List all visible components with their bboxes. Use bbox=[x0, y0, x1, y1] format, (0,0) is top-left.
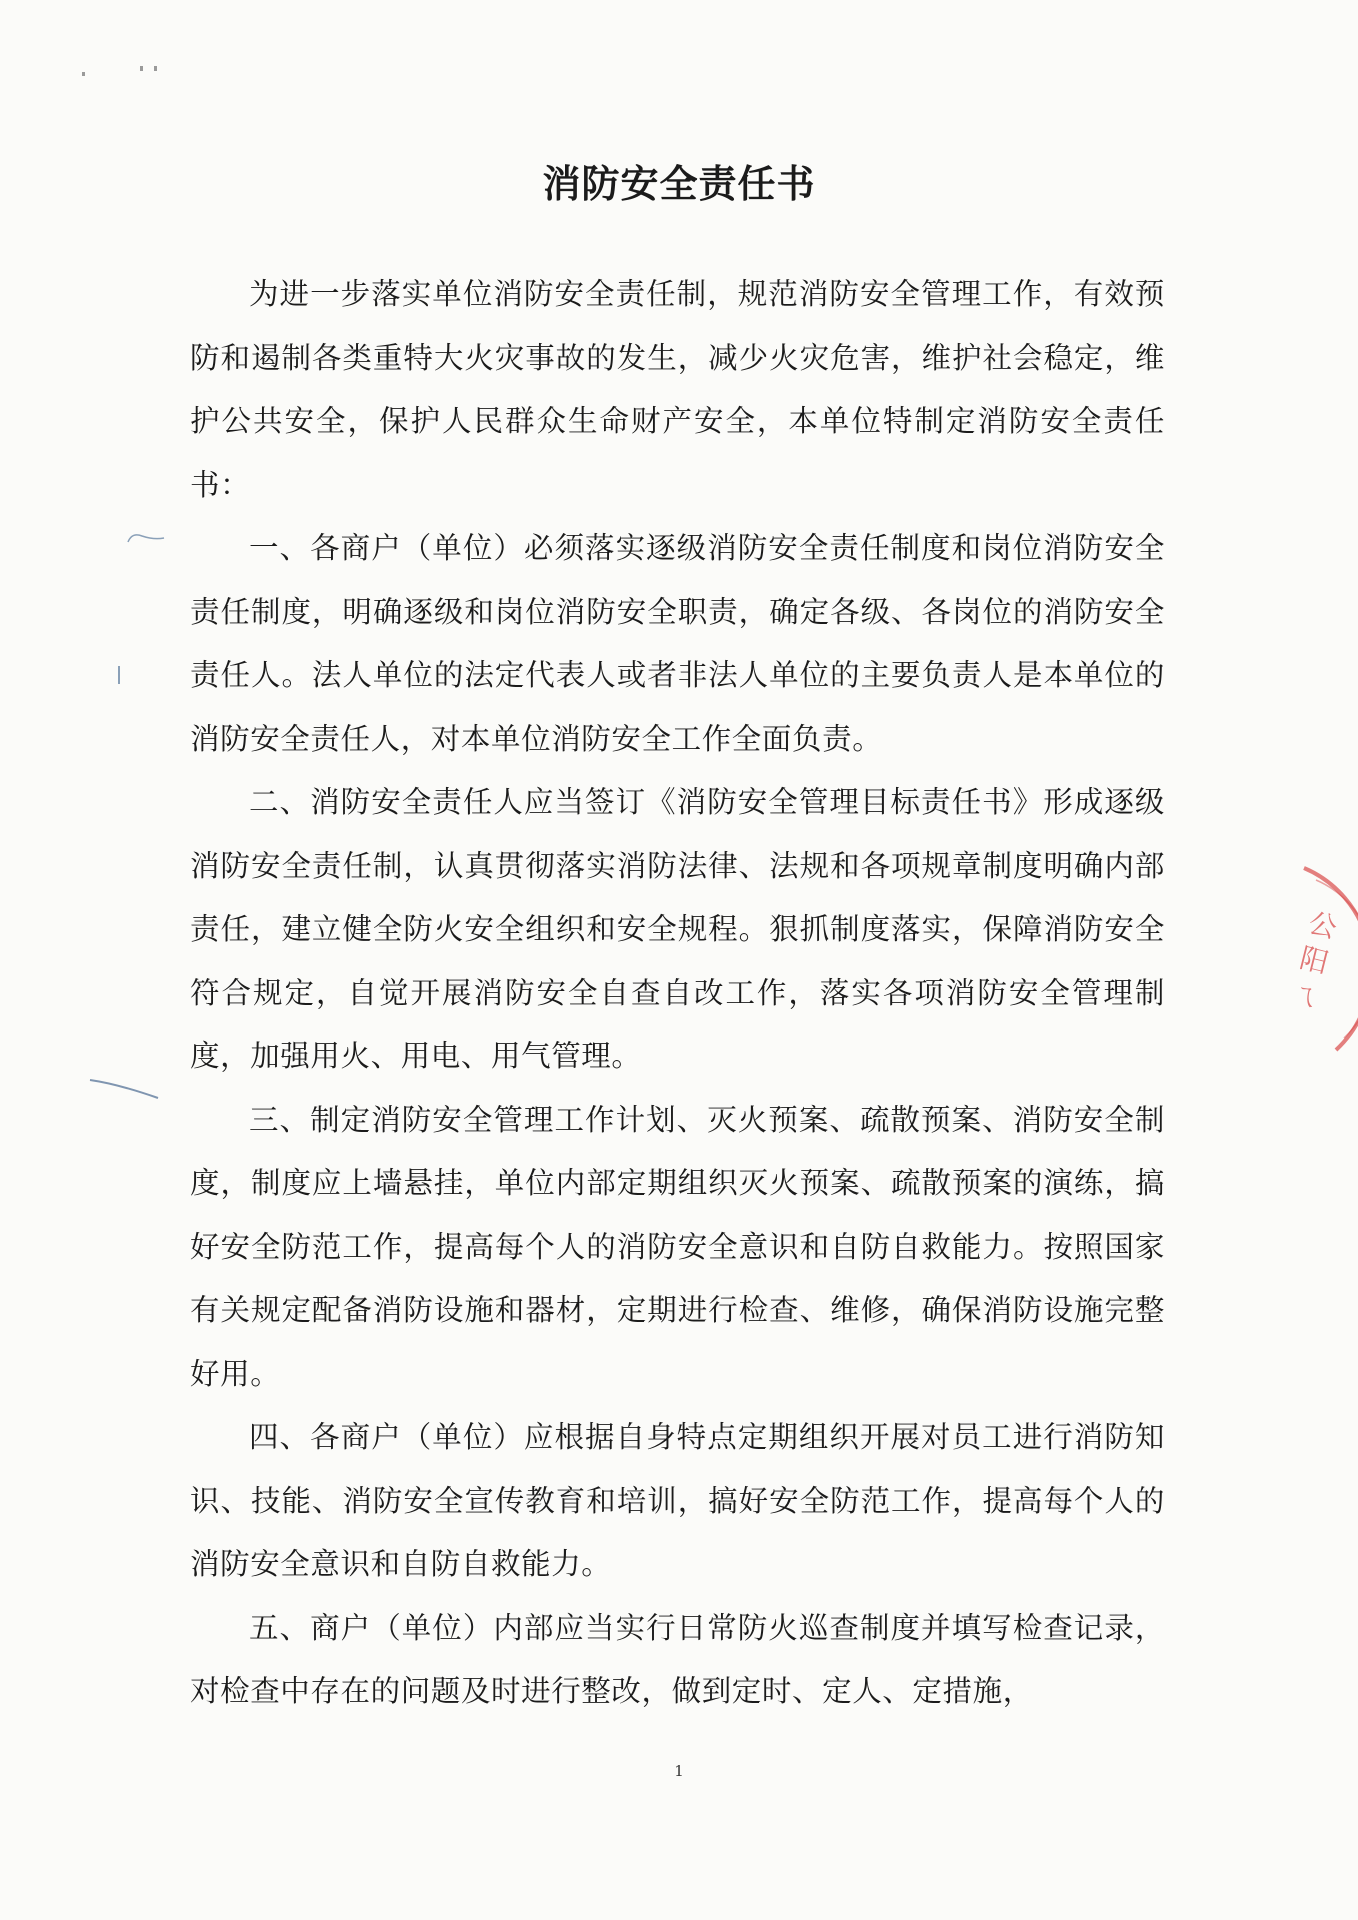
document-body bbox=[190, 263, 1165, 1724]
paragraph-clause-5: 五、商户（单位）内部应当实行日常防火巡查制度并填写检查记录，对检查中存在的问题及时进行整改，做到定时、定人、定措施， bbox=[190, 1610, 1165, 1708]
scan-mark bbox=[154, 66, 157, 71]
page-number: 1 bbox=[674, 1762, 684, 1780]
scan-mark bbox=[120, 528, 170, 548]
paragraph-clause-3: 三、制定消防安全管理工作计划、灭火预案、疏散预案、消防安全制度，制度应上墙悬挂，单位内部定期组织灭火预案、疏散预案的演练，搞好安全防范工作，提高每个人的消防安全意识和自防自救能力。按照国家有关规定配备消防设施和器材，定期进行检查、维修，确保消防设施完整好用。 bbox=[190, 1102, 1165, 1391]
scan-mark bbox=[82, 72, 85, 76]
paragraph-clause-2: 二、消防安全责任人应当签订《消防安全管理目标责任书》形成逐级消防安全责任制，认真贯彻落实消防法律、法规和各项规章制度明确内部责任，建立健全防火安全组织和安全规程。狠抓制度落实，保障消防安全符合规定，自觉开展消防安全自查自改工作，落实各项消防安全管理制度，加强用火、用电、用气管理。 bbox=[190, 785, 1165, 1073]
seal-text: 公阳ㄟ bbox=[1287, 906, 1341, 1015]
scan-mark bbox=[140, 66, 143, 71]
document-title: 消防安全责任书 bbox=[542, 162, 816, 206]
scan-mark bbox=[88, 1074, 168, 1104]
paragraph-clause-1: 一、各商户（单位）必须落实逐级消防安全责任制度和岗位消防安全责任制度，明确逐级和岗位消防安全职责，确定各级、各岗位的消防安全责任人。法人单位的法定代表人或者非法人单位的主要负责人是本单位的消防安全责任人，对本单位消防安全工作全面负责。 bbox=[190, 531, 1165, 756]
paragraph-clause-4: 四、各商户（单位）应根据自身特点定期组织开展对员工进行消防知识、技能、消防安全宣传教育和培训，搞好安全防范工作，提高每个人的消防安全意识和自防自救能力。 bbox=[190, 1420, 1165, 1581]
scan-mark bbox=[118, 666, 120, 684]
paragraph-intro: 为进一步落实单位消防安全责任制，规范消防安全管理工作，有效预防和遏制各类重特大火灾事故的发生，减少火灾危害，维护社会稳定，维护公共安全，保护人民群众生命财产安全，本单位特制定消防安全责任书： bbox=[190, 277, 1165, 502]
